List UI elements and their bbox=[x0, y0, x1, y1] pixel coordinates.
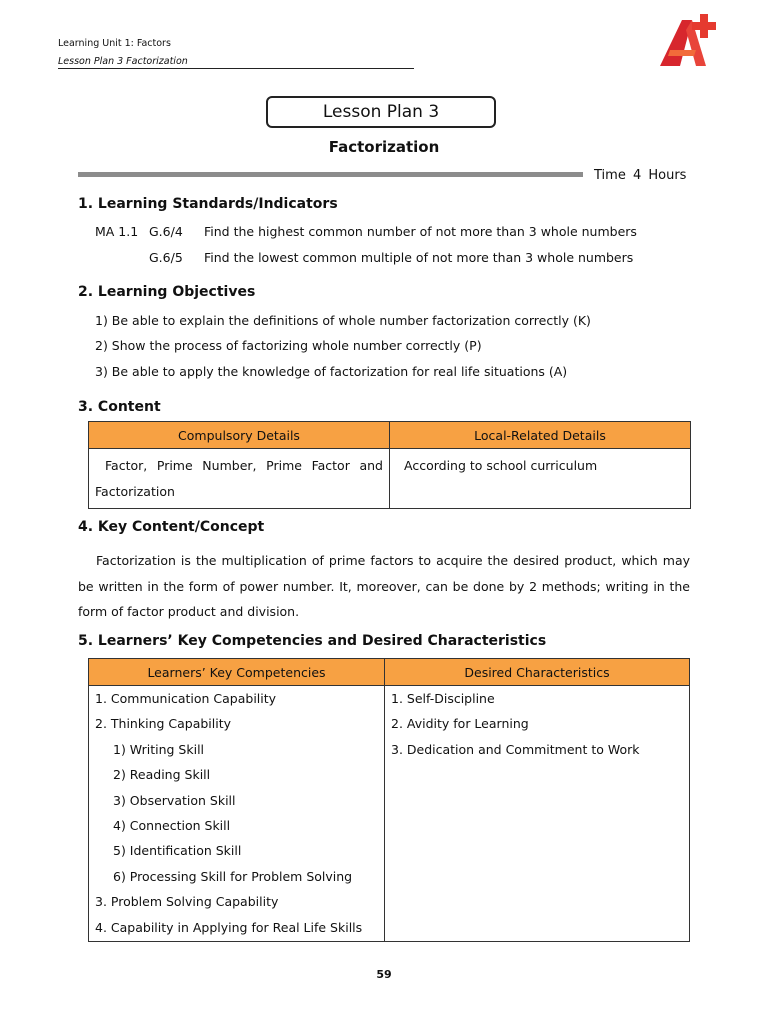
section2-heading: 2. Learning Objectives bbox=[78, 284, 256, 300]
time-label: Time 4 Hours bbox=[594, 168, 687, 183]
competency-subitem: 3) Observation Skill bbox=[113, 792, 236, 808]
lesson-title: Lesson Plan 3 bbox=[322, 102, 440, 122]
objective-item: 3) Be able to apply the knowledge of factorization for real life situations (A) bbox=[95, 364, 568, 379]
compulsory-line: Factorization bbox=[95, 483, 175, 499]
content-local-cell bbox=[390, 449, 691, 509]
paragraph-line: Factorization is the multiplication of prime factors to acquire the desired product, which may bbox=[96, 553, 690, 568]
competency-subitem: 2) Reading Skill bbox=[113, 767, 211, 783]
indicator-text: Find the highest common number of not more than 3 whole numbers bbox=[204, 224, 637, 239]
competency-item: 4. Capability in Applying for Real Life Skills bbox=[95, 919, 363, 935]
key-concept-paragraph bbox=[78, 548, 690, 625]
paragraph-line: be written in the form of power number. It, moreover, can be done by 2 methods; writing in the bbox=[78, 578, 690, 594]
paragraph-line: form of factor product and division. bbox=[78, 604, 300, 619]
content-table bbox=[88, 421, 691, 509]
header-lesson: Lesson Plan 3 Factorization bbox=[58, 56, 188, 67]
competency-cell bbox=[89, 686, 385, 942]
competency-item: 1. Communication Capability bbox=[95, 691, 277, 706]
lesson-title-box bbox=[266, 96, 496, 128]
characteristics-cell bbox=[385, 686, 690, 942]
competency-subitem: 1) Writing Skill bbox=[113, 741, 205, 757]
competency-subitem: 4) Connection Skill bbox=[113, 817, 231, 833]
standard-code: MA 1.1 bbox=[95, 224, 139, 239]
characteristic-item: 1. Self-Discipline bbox=[391, 691, 495, 706]
section-bar bbox=[78, 172, 583, 177]
indicator-code: G.6/4 bbox=[149, 224, 183, 239]
competency-item: 2. Thinking Capability bbox=[95, 716, 232, 732]
a-plus-logo-icon bbox=[656, 12, 718, 68]
competency-item: 3. Problem Solving Capability bbox=[95, 894, 279, 910]
competency-subitem: 6) Processing Skill for Problem Solving bbox=[113, 868, 353, 884]
characteristic-item: 3. Dedication and Commitment to Work bbox=[391, 741, 640, 757]
page-number: 59 bbox=[376, 968, 392, 981]
local-text: According to school curriculum bbox=[404, 458, 598, 473]
content-compulsory-cell bbox=[89, 449, 390, 509]
section3-heading: 3. Content bbox=[78, 399, 161, 415]
indicator-code: G.6/5 bbox=[149, 250, 183, 265]
objective-item: 1) Be able to explain the definitions of whole number factorization correctly (K) bbox=[95, 313, 591, 328]
indicator-text: Find the lowest common multiple of not more than 3 whole numbers bbox=[204, 250, 634, 265]
competency-subitem: 5) Identification Skill bbox=[113, 843, 242, 859]
lesson-subtitle: Factorization bbox=[328, 138, 440, 156]
competency-table bbox=[88, 658, 690, 942]
compulsory-line: Factor, Prime Number, Prime Factor and bbox=[105, 458, 383, 473]
header-unit: Learning Unit 1: Factors bbox=[58, 38, 171, 49]
content-header-compulsory: Compulsory Details bbox=[89, 422, 390, 449]
characteristics-header: Desired Characteristics bbox=[385, 659, 690, 686]
header-divider bbox=[58, 68, 414, 69]
objective-item: 2) Show the process of factorizing whole number correctly (P) bbox=[95, 338, 482, 353]
content-header-local: Local-Related Details bbox=[390, 422, 691, 449]
section4-heading: 4. Key Content/Concept bbox=[78, 519, 265, 535]
characteristic-item: 2. Avidity for Learning bbox=[391, 716, 529, 732]
competency-header: Learners’ Key Competencies bbox=[89, 659, 385, 686]
section1-heading: 1. Learning Standards/Indicators bbox=[78, 196, 338, 212]
section5-heading: 5. Learners’ Key Competencies and Desired Characteristics bbox=[78, 633, 547, 649]
